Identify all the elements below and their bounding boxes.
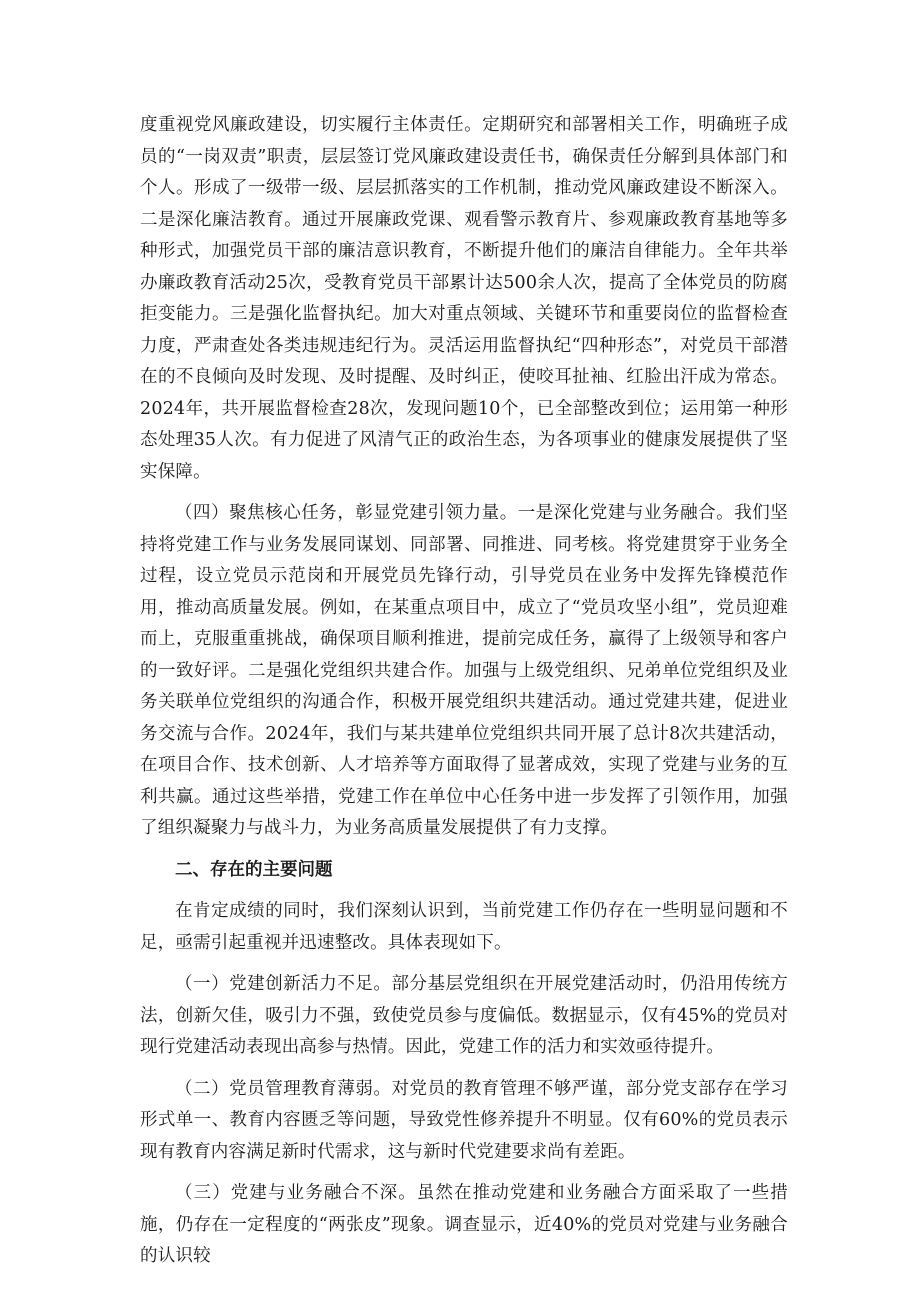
paragraph-gap [140,886,788,896]
paragraph-gap [140,1064,788,1074]
section-heading: 二、存在的主要问题 [175,859,333,880]
document-body [140,110,788,1273]
paragraph-gap [140,1168,788,1178]
paragraph-gap [140,845,788,855]
paragraph-continued: 度重视党风廉政建设，切实履行主体责任。定期研究和部署相关工作，明确班子成员的“一岗双责”职责，层层签订党风廉政建设责任书，确保责任分解到具体部门和个人。形成了一级带一级、层层抓落实的工作机制，推动党风廉政建设不断深入。二是深化廉洁教育。通过开展廉政党课、观看警示教育片、参观廉政教育基地等多种形式，加强党员干部的廉洁意识教育，不断提升他们的廉洁自律能力。全年共举办廉政教育活动25次，受教育党员干部累计达500余人次，提高了全体党员的防腐拒变能力。三是强化监督执纪。加大对重点领域、关键环节和重要岗位的监督检查力度，严肃查处各类违规违纪行为。灵活运用监督执纪“四种形态”，对党员干部潜在的不良倾向及时发现、及时提醒、及时纠正，使咬耳扯袖、红脸出汗成为常态。2024年，共开展监督检查28次，发现问题10个，已全部整改到位；运用第一种形态处理35人次。有力促进了风清气正的政治生态，为各项事业的健康发展提供了坚实保障。 [140,115,788,482]
paragraph-gap [140,959,788,969]
paragraph-intro: 在肯定成绩的同时，我们深刻认识到，当前党建工作仍存在一些明显问题和不足，亟需引起重视并迅速整改。具体表现如下。 [140,901,788,953]
paragraph-gap [140,488,788,498]
paragraph-section-four: （四）聚焦核心任务，彰显党建引领力量。一是深化党建与业务融合。我们坚持将党建工作与业务发展同谋划、同部署、同推进、同考核。将党建贯穿于业务全过程，设立党员示范岗和开展党员先锋行动，引导党员在业务中发挥先锋模范作用，推动高质量发展。例如，在某重点项目中，成立了“党员攻坚小组”，党员迎难而上，克服重重挑战，确保项目顺利推进，提前完成任务，赢得了上级领导和客户的一致好评。二是强化党组织共建合作。加强与上级党组织、兄弟单位党组织及业务关联单位党组织的沟通合作，积极开展党组织共建活动。通过党建共建，促进业务交流与合作。2024年，我们与某共建单位党组织共同开展了总计8次共建活动，在项目合作、技术创新、人才培养等方面取得了显著成效，实现了党建与业务的互利共赢。通过这些举措，党建工作在单位中心任务中进一步发挥了引领作用，加强了组织凝聚力与战斗力，为业务高质量发展提供了有力支撑。 [140,503,788,838]
paragraph-problem-one: （一）党建创新活力不足。部分基层党组织在开展党建活动时，仍沿用传统方法，创新欠佳，吸引力不强，致使党员参与度偏低。数据显示，仅有45%的党员对现行党建活动表现出高参与热情。因此，党建工作的活力和实效亟待提升。 [140,974,788,1057]
paragraph-problem-two: （二）党员管理教育薄弱。对党员的教育管理不够严谨，部分党支部存在学习形式单一、教育内容匮乏等问题，导致党性修养提升不明显。仅有60%的党员表示现有教育内容满足新时代需求，这与新时代党建要求尚有差距。 [140,1078,788,1162]
paragraph-problem-three: （三）党建与业务融合不深。虽然在推动党建和业务融合方面采取了一些措施，仍存在一定程度的“两张皮”现象。调查显示，近40%的党员对党建与业务融合的认识较 [140,1183,788,1266]
